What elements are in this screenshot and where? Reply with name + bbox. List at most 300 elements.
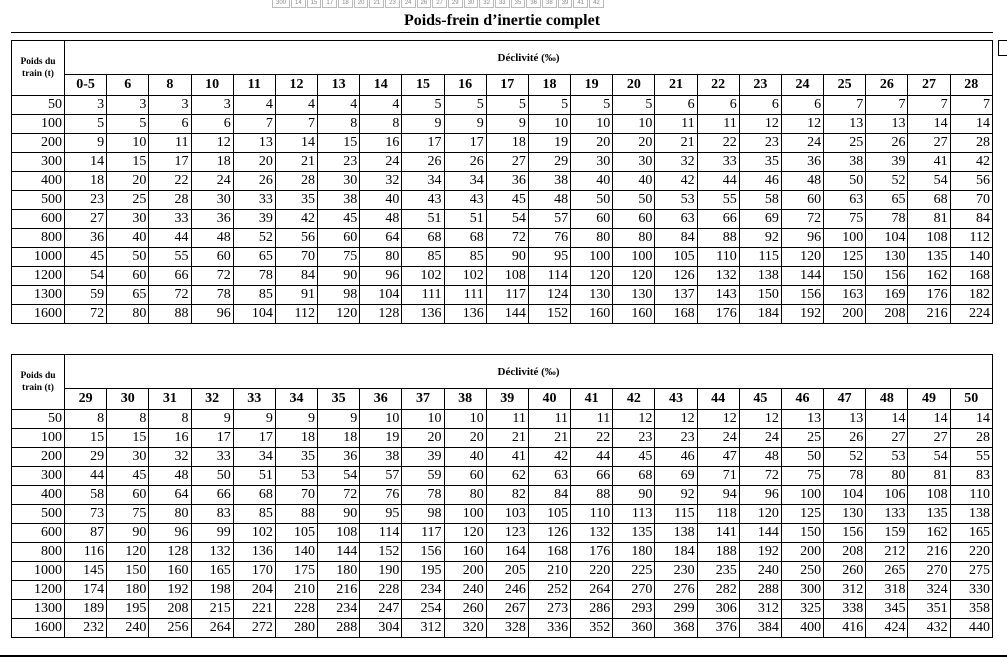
brake-weight-cell: 12 <box>781 115 823 134</box>
brake-weight-cell: 100 <box>571 248 613 267</box>
brake-weight-cell: 78 <box>824 467 866 486</box>
gradient-column-header: 19 <box>571 75 613 96</box>
brake-weight-cell: 72 <box>191 267 233 286</box>
ruler-mark: 300 <box>272 0 290 8</box>
gradient-column-header: 50 <box>950 389 992 410</box>
brake-weight-cell: 24 <box>697 429 739 448</box>
brake-weight-cell: 87 <box>65 524 107 543</box>
ruler-mark: 42 <box>589 0 604 8</box>
brake-weight-cell: 41 <box>908 153 950 172</box>
brake-weight-cell: 174 <box>65 581 107 600</box>
brake-weight-cell: 208 <box>824 543 866 562</box>
brake-weight-cell: 62 <box>486 467 528 486</box>
brake-weight-cell: 63 <box>824 191 866 210</box>
brake-weight-cell: 7 <box>233 115 275 134</box>
brake-weight-cell: 104 <box>360 286 402 305</box>
brake-weight-cell: 48 <box>191 229 233 248</box>
brake-weight-cell: 60 <box>107 267 149 286</box>
brake-weight-cell: 59 <box>65 286 107 305</box>
brake-weight-cell: 270 <box>908 562 950 581</box>
brake-weight-cell: 96 <box>191 305 233 324</box>
brake-weight-cell: 440 <box>950 619 992 638</box>
brake-weight-cell: 44 <box>697 172 739 191</box>
brake-weight-cell: 120 <box>571 267 613 286</box>
brake-weight-cell: 51 <box>233 467 275 486</box>
gradient-column-header: 32 <box>191 389 233 410</box>
brake-weight-cell: 100 <box>781 486 823 505</box>
brake-weight-cell: 90 <box>486 248 528 267</box>
brake-weight-cell: 84 <box>655 229 697 248</box>
brake-weight-cell: 210 <box>275 581 317 600</box>
gradient-column-header: 30 <box>107 389 149 410</box>
brake-weight-cell: 92 <box>739 229 781 248</box>
brake-weight-cell: 21 <box>275 153 317 172</box>
brake-weight-cell: 110 <box>571 505 613 524</box>
brake-weight-cell: 12 <box>739 115 781 134</box>
brake-weight-cell: 18 <box>65 172 107 191</box>
brake-weight-cell: 10 <box>613 115 655 134</box>
brake-weight-cell: 106 <box>866 486 908 505</box>
brake-weight-cell: 20 <box>233 153 275 172</box>
brake-weight-cell: 120 <box>318 305 360 324</box>
brake-weight-cell: 200 <box>824 305 866 324</box>
gradient-group-header: Déclivité (‰) <box>65 41 993 75</box>
brake-weight-cell: 156 <box>866 267 908 286</box>
brake-weight-cell: 267 <box>486 600 528 619</box>
brake-weight-cell: 50 <box>571 191 613 210</box>
brake-weight-cell: 84 <box>950 210 992 229</box>
ruler-mark: 27 <box>432 0 447 8</box>
brake-weight-cell: 80 <box>866 467 908 486</box>
brake-weight-cell: 6 <box>149 115 191 134</box>
table-row <box>12 134 993 153</box>
brake-weight-cell: 63 <box>655 210 697 229</box>
brake-weight-cell: 42 <box>528 448 570 467</box>
brake-weight-cell: 32 <box>655 153 697 172</box>
brake-weight-cell: 120 <box>444 524 486 543</box>
brake-weight-cell: 9 <box>486 115 528 134</box>
brake-weight-cell: 136 <box>444 305 486 324</box>
brake-weight-cell: 14 <box>866 410 908 429</box>
brake-weight-cell: 66 <box>191 486 233 505</box>
brake-weight-cell: 286 <box>571 600 613 619</box>
brake-weight-cell: 14 <box>275 134 317 153</box>
brake-weight-cell: 424 <box>866 619 908 638</box>
brake-weight-cell: 18 <box>486 134 528 153</box>
ruler-mark: 33 <box>495 0 510 8</box>
brake-weight-cell: 130 <box>571 286 613 305</box>
brake-weight-cell: 14 <box>908 115 950 134</box>
brake-weight-cell: 170 <box>233 562 275 581</box>
brake-weight-cell: 9 <box>191 410 233 429</box>
train-weight-cell: 50 <box>12 410 65 429</box>
train-weight-cell: 300 <box>12 153 65 172</box>
brake-weight-cell: 105 <box>655 248 697 267</box>
brake-weight-cell: 165 <box>191 562 233 581</box>
brake-weight-cell: 66 <box>697 210 739 229</box>
brake-weight-cell: 88 <box>149 305 191 324</box>
train-weight-cell: 100 <box>12 115 65 134</box>
brake-weight-cell: 105 <box>275 524 317 543</box>
brake-weight-cell: 36 <box>486 172 528 191</box>
brake-weight-cell: 5 <box>65 115 107 134</box>
brake-weight-cell: 40 <box>360 191 402 210</box>
brake-weight-cell: 138 <box>950 505 992 524</box>
brake-weight-cell: 69 <box>655 467 697 486</box>
brake-weight-cell: 216 <box>318 581 360 600</box>
brake-weight-cell: 208 <box>149 600 191 619</box>
brake-weight-cell: 162 <box>908 524 950 543</box>
gradient-column-header: 39 <box>486 389 528 410</box>
brake-weight-cell: 159 <box>866 524 908 543</box>
brake-weight-cell: 6 <box>191 115 233 134</box>
brake-weight-cell: 140 <box>950 248 992 267</box>
brake-weight-cell: 128 <box>360 305 402 324</box>
table-row <box>12 581 993 600</box>
brake-weight-cell: 36 <box>318 448 360 467</box>
brake-weight-cell: 138 <box>739 267 781 286</box>
brake-weight-cell: 33 <box>149 210 191 229</box>
brake-weight-cell: 136 <box>402 305 444 324</box>
gradient-column-header: 31 <box>149 389 191 410</box>
brake-weight-cell: 60 <box>191 248 233 267</box>
brake-weight-cell: 26 <box>866 134 908 153</box>
brake-weight-cell: 95 <box>360 505 402 524</box>
brake-weight-cell: 250 <box>781 562 823 581</box>
brake-weight-cell: 156 <box>402 543 444 562</box>
brake-weight-cell: 135 <box>613 524 655 543</box>
brake-weight-cell: 27 <box>65 210 107 229</box>
gradient-column-header: 10 <box>191 75 233 96</box>
brake-weight-cell: 54 <box>908 448 950 467</box>
brake-weight-cell: 6 <box>655 96 697 115</box>
gradient-column-header: 46 <box>781 389 823 410</box>
brake-weight-cell: 108 <box>908 229 950 248</box>
brake-weight-cell: 58 <box>65 486 107 505</box>
brake-weight-cell: 264 <box>571 581 613 600</box>
brake-weight-cell: 20 <box>402 429 444 448</box>
brake-weight-cell: 51 <box>402 210 444 229</box>
brake-weight-cell: 9 <box>275 410 317 429</box>
brake-weight-cell: 15 <box>318 134 360 153</box>
brake-weight-cell: 30 <box>191 191 233 210</box>
ruler-mark: 32 <box>479 0 494 8</box>
page-bottom-rule <box>0 655 1007 657</box>
brake-weight-cell: 137 <box>655 286 697 305</box>
ruler-mark: 36 <box>526 0 541 8</box>
train-weight-cell: 1300 <box>12 600 65 619</box>
brake-weight-cell: 42 <box>950 153 992 172</box>
brake-weight-cell: 247 <box>360 600 402 619</box>
brake-weight-cell: 64 <box>149 486 191 505</box>
brake-weight-cell: 156 <box>781 286 823 305</box>
brake-weight-cell: 70 <box>275 248 317 267</box>
brake-weight-cell: 260 <box>444 600 486 619</box>
brake-weight-cell: 282 <box>697 581 739 600</box>
ruler-mark: 20 <box>354 0 369 8</box>
brake-weight-cell: 90 <box>107 524 149 543</box>
brake-weight-cell: 108 <box>318 524 360 543</box>
brake-weight-cell: 72 <box>149 286 191 305</box>
ruler-mark: 26 <box>417 0 432 8</box>
brake-weight-cell: 5 <box>528 96 570 115</box>
brake-weight-cell: 12 <box>655 410 697 429</box>
brake-weight-cell: 55 <box>697 191 739 210</box>
ruler-mark: 38 <box>542 0 557 8</box>
brake-weight-cell: 19 <box>360 429 402 448</box>
brake-weight-cell: 108 <box>486 267 528 286</box>
brake-weight-cell: 164 <box>486 543 528 562</box>
brake-weight-cell: 68 <box>613 467 655 486</box>
table-row <box>12 467 993 486</box>
brake-weight-cell: 12 <box>739 410 781 429</box>
brake-weight-cell: 30 <box>318 172 360 191</box>
brake-weight-cell: 45 <box>613 448 655 467</box>
brake-weight-cell: 81 <box>908 210 950 229</box>
brake-weight-cell: 162 <box>908 267 950 286</box>
gradient-column-header: 41 <box>571 389 613 410</box>
brake-weight-cell: 28 <box>950 134 992 153</box>
brake-weight-cell: 110 <box>950 486 992 505</box>
brake-weight-cell: 25 <box>781 429 823 448</box>
brake-weight-cell: 60 <box>613 210 655 229</box>
brake-weight-cell: 48 <box>360 210 402 229</box>
brake-weight-cell: 116 <box>65 543 107 562</box>
brake-weight-cell: 102 <box>402 267 444 286</box>
brake-weight-cell: 46 <box>655 448 697 467</box>
brake-weight-cell: 50 <box>781 448 823 467</box>
brake-weight-cell: 190 <box>360 562 402 581</box>
brake-weight-cell: 165 <box>950 524 992 543</box>
brake-weight-cell: 265 <box>866 562 908 581</box>
brake-weight-cell: 54 <box>65 267 107 286</box>
brake-weight-cell: 88 <box>697 229 739 248</box>
brake-weight-cell: 114 <box>528 267 570 286</box>
brake-weight-cell: 376 <box>697 619 739 638</box>
page-title: Poids-frein d’inertie complet <box>403 12 601 29</box>
brake-weight-cell: 320 <box>444 619 486 638</box>
brake-weight-cell: 24 <box>191 172 233 191</box>
brake-weight-cell: 85 <box>233 286 275 305</box>
brake-weight-cell: 6 <box>781 96 823 115</box>
brake-weight-cell: 32 <box>149 448 191 467</box>
brake-weight-cell: 100 <box>824 229 866 248</box>
brake-weight-cell: 102 <box>444 267 486 286</box>
brake-weight-cell: 10 <box>402 410 444 429</box>
brake-weight-cell: 175 <box>275 562 317 581</box>
brake-weight-cell: 124 <box>528 286 570 305</box>
brake-weight-cell: 176 <box>908 286 950 305</box>
brake-weight-cell: 117 <box>486 286 528 305</box>
ruler-mark: 41 <box>573 0 588 8</box>
gradient-column-header: 37 <box>402 389 444 410</box>
gradient-column-header: 25 <box>824 75 866 96</box>
brake-weight-cell: 50 <box>191 467 233 486</box>
brake-weight-cell: 10 <box>360 410 402 429</box>
brake-weight-cell: 48 <box>739 448 781 467</box>
brake-weight-cell: 130 <box>866 248 908 267</box>
brake-weight-cell: 55 <box>950 448 992 467</box>
table-row <box>12 600 993 619</box>
brake-weight-cell: 80 <box>444 486 486 505</box>
brake-weight-cell: 176 <box>697 305 739 324</box>
brake-weight-cell: 100 <box>444 505 486 524</box>
table-row <box>12 562 993 581</box>
brake-weight-cell: 8 <box>65 410 107 429</box>
brake-weight-cell: 72 <box>486 229 528 248</box>
brake-weight-cell: 143 <box>697 286 739 305</box>
brake-weight-cell: 318 <box>866 581 908 600</box>
brake-weight-cell: 83 <box>950 467 992 486</box>
brake-weight-cell: 78 <box>233 267 275 286</box>
brake-weight-cell: 5 <box>571 96 613 115</box>
gradient-column-header: 14 <box>360 75 402 96</box>
brake-weight-cell: 54 <box>318 467 360 486</box>
gradient-column-header: 21 <box>655 75 697 96</box>
brake-weight-cell: 400 <box>781 619 823 638</box>
brake-weight-cell: 135 <box>908 248 950 267</box>
brake-weight-cell: 13 <box>781 410 823 429</box>
brake-weight-cell: 73 <box>65 505 107 524</box>
gradient-column-header: 0-5 <box>65 75 107 96</box>
brake-weight-cell: 98 <box>402 505 444 524</box>
brake-weight-cell: 126 <box>655 267 697 286</box>
brake-weight-cell: 212 <box>866 543 908 562</box>
gradient-column-header: 29 <box>65 389 107 410</box>
table-row <box>12 248 993 267</box>
table-row <box>12 486 993 505</box>
train-weight-cell: 500 <box>12 191 65 210</box>
gradient-column-header: 27 <box>908 75 950 96</box>
gradient-column-header: 43 <box>655 389 697 410</box>
brake-weight-cell: 7 <box>866 96 908 115</box>
brake-weight-cell: 84 <box>528 486 570 505</box>
brake-weight-cell: 8 <box>318 115 360 134</box>
brake-weight-cell: 53 <box>866 448 908 467</box>
brake-weight-cell: 24 <box>739 429 781 448</box>
brake-weight-cell: 50 <box>824 172 866 191</box>
brake-weight-cell: 96 <box>739 486 781 505</box>
train-weight-cell: 400 <box>12 172 65 191</box>
brake-weight-cell: 58 <box>739 191 781 210</box>
weight-column-header: Poids du train (t) <box>12 41 65 96</box>
gradient-column-header: 16 <box>444 75 486 96</box>
gradient-column-header: 20 <box>613 75 655 96</box>
brake-weight-cell: 144 <box>739 524 781 543</box>
brake-weight-cell: 152 <box>360 543 402 562</box>
weight-column-header: Poids du train (t) <box>12 355 65 410</box>
table-row <box>12 115 993 134</box>
brake-weight-cell: 115 <box>655 505 697 524</box>
brake-weight-cell: 36 <box>65 229 107 248</box>
brake-weight-cell: 56 <box>275 229 317 248</box>
brake-weight-cell: 260 <box>824 562 866 581</box>
brake-weight-cell: 368 <box>655 619 697 638</box>
brake-weight-cell: 136 <box>233 543 275 562</box>
brake-weight-cell: 264 <box>191 619 233 638</box>
brake-weight-cell: 108 <box>908 486 950 505</box>
brake-weight-cell: 16 <box>149 429 191 448</box>
brake-weight-cell: 7 <box>908 96 950 115</box>
brake-weight-cell: 52 <box>824 448 866 467</box>
brake-weight-cell: 30 <box>571 153 613 172</box>
brake-weight-cell: 44 <box>149 229 191 248</box>
brake-weight-cell: 152 <box>528 305 570 324</box>
gradient-column-header: 36 <box>360 389 402 410</box>
brake-weight-cell: 104 <box>824 486 866 505</box>
brake-weight-cell: 23 <box>655 429 697 448</box>
brake-weight-cell: 52 <box>866 172 908 191</box>
gradient-column-header: 26 <box>866 75 908 96</box>
brake-weight-cell: 33 <box>191 448 233 467</box>
brake-weight-cell: 3 <box>191 96 233 115</box>
brake-weight-cell: 11 <box>571 410 613 429</box>
brake-weight-cell: 168 <box>950 267 992 286</box>
brake-weight-cell: 27 <box>908 429 950 448</box>
brake-weight-cell: 34 <box>402 172 444 191</box>
brake-weight-cell: 160 <box>613 305 655 324</box>
brake-weight-cell: 150 <box>781 524 823 543</box>
brake-weight-cell: 76 <box>360 486 402 505</box>
brake-weight-cell: 432 <box>908 619 950 638</box>
brake-weight-cell: 36 <box>191 210 233 229</box>
brake-weight-cell: 27 <box>486 153 528 172</box>
top-ruler <box>272 0 605 8</box>
brake-weight-cell: 240 <box>444 581 486 600</box>
brake-weight-cell: 220 <box>950 543 992 562</box>
brake-weight-cell: 5 <box>402 96 444 115</box>
brake-weight-cell: 195 <box>402 562 444 581</box>
brake-weight-cell: 34 <box>444 172 486 191</box>
brake-weight-cell: 42 <box>655 172 697 191</box>
train-weight-cell: 100 <box>12 429 65 448</box>
gradient-column-header: 34 <box>275 389 317 410</box>
gradient-column-header: 42 <box>613 389 655 410</box>
brake-weight-cell: 189 <box>65 600 107 619</box>
brake-weight-cell: 12 <box>613 410 655 429</box>
brake-weight-cell: 220 <box>571 562 613 581</box>
brake-weight-cell: 9 <box>318 410 360 429</box>
brake-weight-cell: 18 <box>275 429 317 448</box>
brake-weight-cell: 24 <box>360 153 402 172</box>
brake-weight-cell: 160 <box>149 562 191 581</box>
brake-weight-cell: 78 <box>191 286 233 305</box>
brake-weight-cell: 90 <box>318 267 360 286</box>
brake-weight-cell: 15 <box>107 429 149 448</box>
brake-weight-cell: 69 <box>739 210 781 229</box>
brake-weight-cell: 180 <box>107 581 149 600</box>
brake-weight-cell: 30 <box>107 210 149 229</box>
brake-weight-cell: 22 <box>697 134 739 153</box>
brake-weight-cell: 94 <box>697 486 739 505</box>
brake-weight-cell: 21 <box>528 429 570 448</box>
brake-weight-cell: 3 <box>65 96 107 115</box>
brake-weight-cell: 11 <box>486 410 528 429</box>
brake-weight-cell: 351 <box>908 600 950 619</box>
brake-weight-cell: 133 <box>866 505 908 524</box>
brake-weight-cell: 280 <box>275 619 317 638</box>
brake-weight-cell: 48 <box>528 191 570 210</box>
brake-weight-cell: 43 <box>444 191 486 210</box>
train-weight-cell: 800 <box>12 543 65 562</box>
brake-weight-cell: 120 <box>739 505 781 524</box>
table-row <box>12 429 993 448</box>
brake-weight-cell: 96 <box>149 524 191 543</box>
brake-weight-cell: 224 <box>950 305 992 324</box>
brake-weight-cell: 330 <box>950 581 992 600</box>
brake-weight-cell: 336 <box>528 619 570 638</box>
brake-weight-cell: 17 <box>233 429 275 448</box>
